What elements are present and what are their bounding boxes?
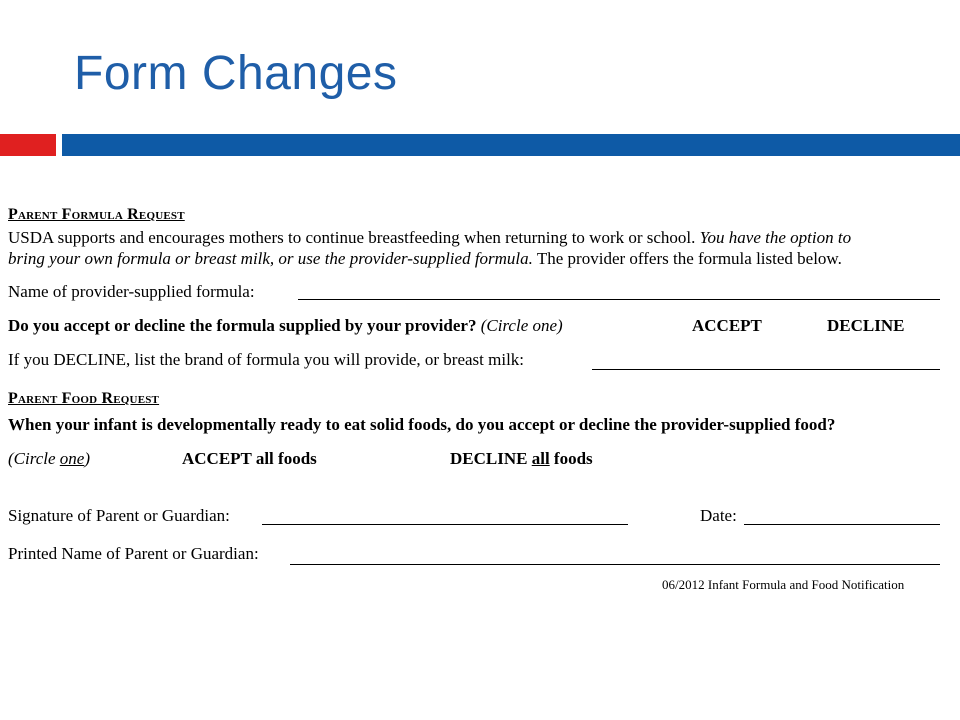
date-field[interactable] xyxy=(744,524,940,525)
food-decline-option[interactable] xyxy=(450,449,593,469)
intro-italic-text-2: bring your own formula or breast milk, or use the provider-supplied formula. xyxy=(8,249,533,268)
intro-italic-text: You have the option to xyxy=(699,228,852,247)
circle-close-text: ) xyxy=(84,449,90,468)
formula-intro-line-1 xyxy=(8,228,851,248)
formula-question-row xyxy=(8,316,563,336)
intro-text: USDA supports and encourages mothers to continue breastfeeding when returning to work or school. xyxy=(8,228,696,247)
decline-suffix: foods xyxy=(553,449,593,468)
decline-brand-field[interactable] xyxy=(592,369,940,370)
food-question: When your infant is developmentally ready to eat solid foods, do you accept or decline the provider-supplied food? xyxy=(8,415,836,434)
formula-accept-option[interactable]: ACCEPT xyxy=(692,316,762,335)
decline-brand-label: If you DECLINE, list the brand of formula you will provide, or breast milk: xyxy=(8,350,525,369)
signature-field[interactable] xyxy=(262,524,628,525)
date-label: Date: xyxy=(700,506,737,525)
food-circle-hint xyxy=(8,449,90,469)
circle-one-word: one xyxy=(59,449,85,468)
food-accept-option[interactable]: ACCEPT all foods xyxy=(182,449,317,468)
intro-text-2: The provider offers the formula listed below. xyxy=(536,249,842,268)
circle-one-hint: (Circle one) xyxy=(480,316,563,335)
formula-intro-line-2 xyxy=(8,249,842,269)
slide-title: Form Changes xyxy=(74,47,398,100)
food-section-heading: Parent Food Request xyxy=(8,390,160,407)
provider-formula-field[interactable] xyxy=(298,299,940,300)
provider-formula-label: Name of provider-supplied formula: xyxy=(8,282,255,301)
printed-name-field[interactable] xyxy=(290,564,940,565)
formula-decline-option[interactable]: DECLINE xyxy=(827,316,905,335)
signature-label: Signature of Parent or Guardian: xyxy=(8,506,230,525)
formula-question: Do you accept or decline the formula supplied by your provider? xyxy=(8,316,477,335)
title-accent-red-bar xyxy=(0,134,56,156)
decline-prefix: DECLINE xyxy=(450,449,528,468)
title-accent-blue-bar xyxy=(62,134,960,156)
form-footer: 06/2012 Infant Formula and Food Notification xyxy=(662,577,905,592)
circle-open-text: (Circle xyxy=(8,449,56,468)
formula-section-heading: Parent Formula Request xyxy=(8,206,185,223)
printed-name-label: Printed Name of Parent or Guardian: xyxy=(8,544,259,563)
decline-all-word: all xyxy=(531,449,550,468)
